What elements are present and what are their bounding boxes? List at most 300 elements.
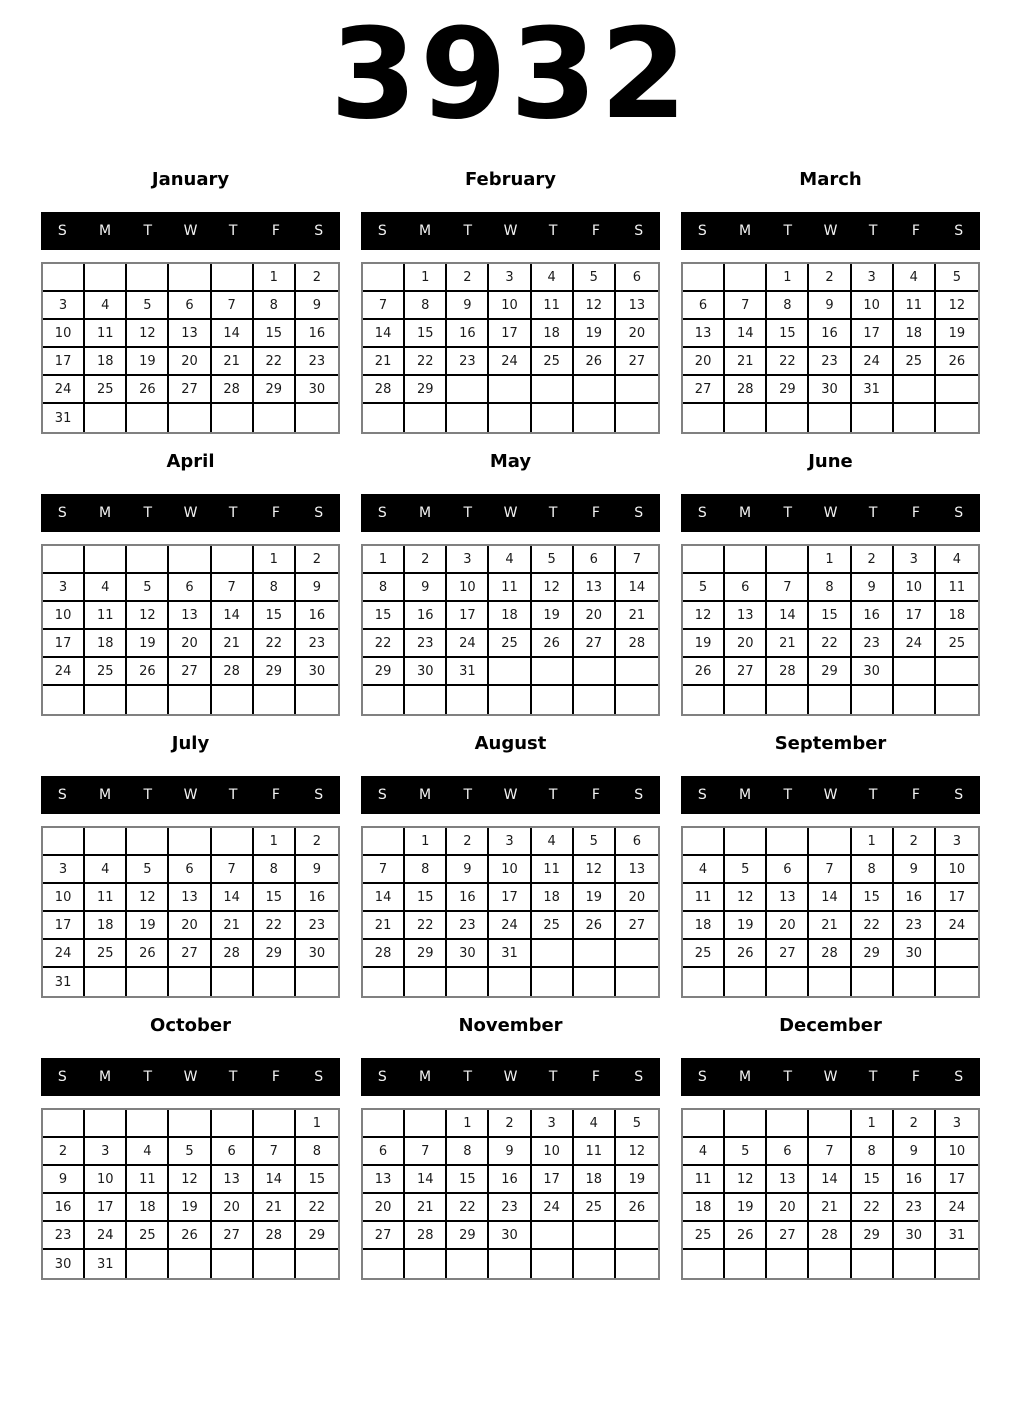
month-day-grid [41,826,340,998]
month-block [361,169,660,434]
day-cell: 18 [683,912,725,940]
month-title: October [150,1015,231,1036]
weekday-label: M [419,505,432,521]
month-title: August [474,733,547,754]
weekday-label: F [911,1069,920,1085]
month-block [41,169,340,434]
empty-day-cell [169,1110,211,1138]
day-cell: 8 [405,292,447,320]
weekday-label: T [783,1069,793,1085]
empty-day-cell [127,686,169,714]
empty-day-cell [683,546,725,574]
empty-day-cell [616,376,658,404]
day-cell: 10 [936,856,978,884]
empty-day-cell [254,968,296,996]
empty-day-cell [447,686,489,714]
empty-day-cell [936,404,978,432]
empty-day-cell [363,686,405,714]
day-cell: 5 [169,1138,211,1166]
weekday-label: S [697,505,707,521]
empty-day-cell [616,940,658,968]
month-day-grid [681,1108,980,1280]
day-cell: 12 [725,884,767,912]
weekday-label: T [548,1069,558,1085]
weekday-label: S [57,505,67,521]
day-cell: 29 [852,940,894,968]
day-cell: 27 [616,912,658,940]
weekday-label: T [783,505,793,521]
day-cell: 13 [574,574,616,602]
day-cell: 30 [296,376,338,404]
day-cell: 6 [616,828,658,856]
empty-day-cell [405,404,447,432]
empty-day-cell [254,404,296,432]
day-cell: 14 [254,1166,296,1194]
day-cell: 10 [532,1138,574,1166]
empty-day-cell [405,1250,447,1278]
day-cell: 13 [616,292,658,320]
day-cell: 9 [894,856,936,884]
day-cell: 31 [43,404,85,432]
empty-day-cell [489,686,531,714]
empty-day-cell [616,1222,658,1250]
day-cell: 14 [616,574,658,602]
empty-day-cell [894,686,936,714]
day-cell: 20 [616,320,658,348]
weekday-label: F [591,505,600,521]
day-cell: 10 [85,1166,127,1194]
day-cell: 29 [852,1222,894,1250]
weekday-label: T [143,1069,153,1085]
weekday-label: T [868,223,878,239]
day-cell: 14 [809,884,851,912]
day-cell: 21 [809,912,851,940]
day-cell: 3 [936,828,978,856]
day-cell: 4 [85,292,127,320]
day-cell: 20 [616,884,658,912]
day-cell: 21 [363,912,405,940]
weekday-label: T [548,223,558,239]
day-cell: 13 [169,602,211,630]
day-cell: 9 [296,574,338,602]
month-day-grid [361,544,660,716]
empty-day-cell [532,1222,574,1250]
weekday-label: F [591,1069,600,1085]
day-cell: 14 [767,602,809,630]
day-cell: 11 [936,574,978,602]
day-cell: 5 [574,828,616,856]
day-cell: 28 [725,376,767,404]
day-cell: 14 [809,1166,851,1194]
day-cell: 17 [43,348,85,376]
weekday-label: S [314,1069,324,1085]
weekday-label: W [183,787,198,803]
day-cell: 23 [852,630,894,658]
empty-day-cell [936,686,978,714]
day-cell: 18 [85,348,127,376]
day-cell: 8 [296,1138,338,1166]
day-cell: 9 [405,574,447,602]
empty-day-cell [85,968,127,996]
day-cell: 28 [254,1222,296,1250]
day-cell: 16 [43,1194,85,1222]
day-cell: 2 [405,546,447,574]
day-cell: 24 [894,630,936,658]
empty-day-cell [936,658,978,686]
weekday-label: F [911,787,920,803]
day-cell: 23 [447,348,489,376]
day-cell: 23 [296,348,338,376]
day-cell: 26 [683,658,725,686]
empty-day-cell [683,968,725,996]
weekday-label: T [143,787,153,803]
day-cell: 15 [296,1166,338,1194]
day-cell: 29 [254,940,296,968]
day-cell: 31 [852,376,894,404]
day-cell: 16 [489,1166,531,1194]
weekday-label: T [783,223,793,239]
empty-day-cell [169,828,211,856]
day-cell: 4 [936,546,978,574]
weekday-label: F [911,223,920,239]
weekday-label: S [377,1069,387,1085]
empty-day-cell [894,376,936,404]
empty-day-cell [127,828,169,856]
day-cell: 12 [169,1166,211,1194]
day-cell: 1 [254,264,296,292]
weekday-label: T [868,787,878,803]
weekday-header-row [361,776,660,814]
day-cell: 24 [447,630,489,658]
day-cell: 8 [405,856,447,884]
day-cell: 10 [43,602,85,630]
day-cell: 1 [405,828,447,856]
day-cell: 6 [725,574,767,602]
empty-day-cell [683,264,725,292]
day-cell: 6 [767,856,809,884]
empty-day-cell [296,686,338,714]
day-cell: 8 [447,1138,489,1166]
empty-day-cell [169,546,211,574]
day-cell: 5 [127,574,169,602]
day-cell: 10 [489,856,531,884]
day-cell: 31 [85,1250,127,1278]
empty-day-cell [894,658,936,686]
day-cell: 12 [532,574,574,602]
day-cell: 3 [43,292,85,320]
day-cell: 30 [809,376,851,404]
day-cell: 20 [767,1194,809,1222]
day-cell: 25 [574,1194,616,1222]
empty-day-cell [169,264,211,292]
month-title: April [166,451,215,472]
day-cell: 22 [405,348,447,376]
day-cell: 3 [85,1138,127,1166]
day-cell: 26 [532,630,574,658]
day-cell: 18 [127,1194,169,1222]
day-cell: 5 [725,1138,767,1166]
day-cell: 15 [767,320,809,348]
day-cell: 4 [532,264,574,292]
day-cell: 4 [683,1138,725,1166]
day-cell: 29 [254,658,296,686]
day-cell: 18 [532,320,574,348]
day-cell: 20 [169,912,211,940]
day-cell: 12 [127,320,169,348]
day-cell: 3 [532,1110,574,1138]
day-cell: 13 [169,320,211,348]
month-block [681,169,980,434]
day-cell: 16 [809,320,851,348]
empty-day-cell [43,264,85,292]
day-cell: 18 [936,602,978,630]
weekday-header-row [681,1058,980,1096]
day-cell: 4 [489,546,531,574]
day-cell: 9 [296,292,338,320]
day-cell: 4 [894,264,936,292]
month-block [681,1015,980,1280]
weekday-label: S [954,223,964,239]
day-cell: 14 [212,884,254,912]
empty-day-cell [85,828,127,856]
day-cell: 24 [936,1194,978,1222]
day-cell: 27 [725,658,767,686]
empty-day-cell [212,828,254,856]
day-cell: 22 [254,630,296,658]
day-cell: 8 [809,574,851,602]
weekday-label: F [271,787,280,803]
day-cell: 22 [363,630,405,658]
year-title: 3932 [330,2,690,147]
day-cell: 11 [127,1166,169,1194]
day-cell: 26 [574,348,616,376]
day-cell: 25 [683,1222,725,1250]
weekday-label: S [377,787,387,803]
month-title: May [489,451,532,472]
month-block [361,733,660,998]
day-cell: 26 [127,940,169,968]
day-cell: 30 [296,658,338,686]
day-cell: 16 [447,884,489,912]
weekday-label: W [183,505,198,521]
day-cell: 23 [296,912,338,940]
empty-day-cell [574,1222,616,1250]
weekday-label: W [823,505,838,521]
empty-day-cell [489,1250,531,1278]
day-cell: 17 [489,320,531,348]
day-cell: 5 [532,546,574,574]
empty-day-cell [616,1250,658,1278]
month-day-grid [361,826,660,998]
day-cell: 17 [936,884,978,912]
month-block [361,1015,660,1280]
day-cell: 1 [809,546,851,574]
empty-day-cell [363,404,405,432]
day-cell: 28 [809,940,851,968]
day-cell: 3 [43,574,85,602]
month-title: September [774,733,887,754]
day-cell: 9 [809,292,851,320]
empty-day-cell [254,1110,296,1138]
day-cell: 2 [447,828,489,856]
day-cell: 3 [489,264,531,292]
day-cell: 15 [852,884,894,912]
empty-day-cell [169,968,211,996]
day-cell: 7 [254,1138,296,1166]
day-cell: 2 [894,828,936,856]
day-cell: 24 [43,658,85,686]
empty-day-cell [683,828,725,856]
day-cell: 27 [767,1222,809,1250]
empty-day-cell [894,404,936,432]
weekday-label: S [634,787,644,803]
day-cell: 30 [489,1222,531,1250]
empty-day-cell [725,968,767,996]
day-cell: 28 [363,376,405,404]
day-cell: 20 [212,1194,254,1222]
day-cell: 24 [852,348,894,376]
empty-day-cell [363,968,405,996]
weekday-header-row [41,212,340,250]
day-cell: 27 [574,630,616,658]
day-cell: 19 [127,630,169,658]
day-cell: 18 [894,320,936,348]
day-cell: 19 [725,912,767,940]
day-cell: 10 [894,574,936,602]
day-cell: 1 [405,264,447,292]
day-cell: 8 [767,292,809,320]
day-cell: 13 [212,1166,254,1194]
day-cell: 1 [852,1110,894,1138]
day-cell: 7 [809,856,851,884]
day-cell: 3 [894,546,936,574]
weekday-label: T [143,505,153,521]
empty-day-cell [809,1110,851,1138]
empty-day-cell [169,404,211,432]
day-cell: 12 [683,602,725,630]
day-cell: 2 [489,1110,531,1138]
day-cell: 30 [894,1222,936,1250]
day-cell: 31 [936,1222,978,1250]
day-cell: 21 [809,1194,851,1222]
weekday-header-row [361,1058,660,1096]
day-cell: 6 [363,1138,405,1166]
month-title: February [464,169,557,190]
day-cell: 10 [43,320,85,348]
empty-day-cell [809,404,851,432]
day-cell: 22 [254,348,296,376]
day-cell: 31 [43,968,85,996]
day-cell: 15 [363,602,405,630]
day-cell: 28 [212,376,254,404]
day-cell: 23 [894,912,936,940]
empty-day-cell [894,1250,936,1278]
empty-day-cell [212,686,254,714]
month-day-grid [41,544,340,716]
weekday-label: M [739,787,752,803]
day-cell: 2 [296,264,338,292]
weekday-label: S [634,223,644,239]
day-cell: 23 [43,1222,85,1250]
day-cell: 28 [405,1222,447,1250]
empty-day-cell [767,404,809,432]
day-cell: 28 [809,1222,851,1250]
empty-day-cell [683,686,725,714]
day-cell: 7 [212,856,254,884]
weekday-label: T [228,505,238,521]
empty-day-cell [489,404,531,432]
day-cell: 7 [363,856,405,884]
day-cell: 28 [212,940,254,968]
day-cell: 17 [894,602,936,630]
day-cell: 27 [169,940,211,968]
day-cell: 22 [852,912,894,940]
day-cell: 1 [254,828,296,856]
day-cell: 15 [852,1166,894,1194]
weekday-label: M [99,1069,112,1085]
empty-day-cell [725,404,767,432]
day-cell: 19 [725,1194,767,1222]
day-cell: 29 [405,940,447,968]
day-cell: 23 [405,630,447,658]
day-cell: 16 [296,884,338,912]
empty-day-cell [127,404,169,432]
empty-day-cell [169,1250,211,1278]
day-cell: 31 [447,658,489,686]
day-cell: 19 [574,320,616,348]
weekday-label: T [548,505,558,521]
month-block [681,451,980,716]
day-cell: 19 [532,602,574,630]
day-cell: 30 [894,940,936,968]
empty-day-cell [127,968,169,996]
day-cell: 6 [574,546,616,574]
empty-day-cell [725,686,767,714]
weekday-label: T [463,787,473,803]
empty-day-cell [767,828,809,856]
weekday-label: T [228,787,238,803]
empty-day-cell [616,686,658,714]
empty-day-cell [489,376,531,404]
empty-day-cell [296,968,338,996]
weekday-header-row [681,494,980,532]
empty-day-cell [574,658,616,686]
weekday-label: W [183,223,198,239]
day-cell: 22 [767,348,809,376]
day-cell: 29 [405,376,447,404]
weekday-label: S [697,787,707,803]
day-cell: 26 [725,1222,767,1250]
day-cell: 10 [852,292,894,320]
weekday-label: T [228,223,238,239]
empty-day-cell [212,546,254,574]
day-cell: 23 [447,912,489,940]
day-cell: 26 [169,1222,211,1250]
day-cell: 18 [532,884,574,912]
day-cell: 11 [683,884,725,912]
weekday-label: W [503,1069,518,1085]
month-block [41,451,340,716]
day-cell: 8 [254,574,296,602]
day-cell: 8 [363,574,405,602]
day-cell: 29 [767,376,809,404]
day-cell: 15 [447,1166,489,1194]
day-cell: 10 [489,292,531,320]
day-cell: 2 [852,546,894,574]
day-cell: 25 [85,658,127,686]
day-cell: 4 [683,856,725,884]
day-cell: 26 [616,1194,658,1222]
